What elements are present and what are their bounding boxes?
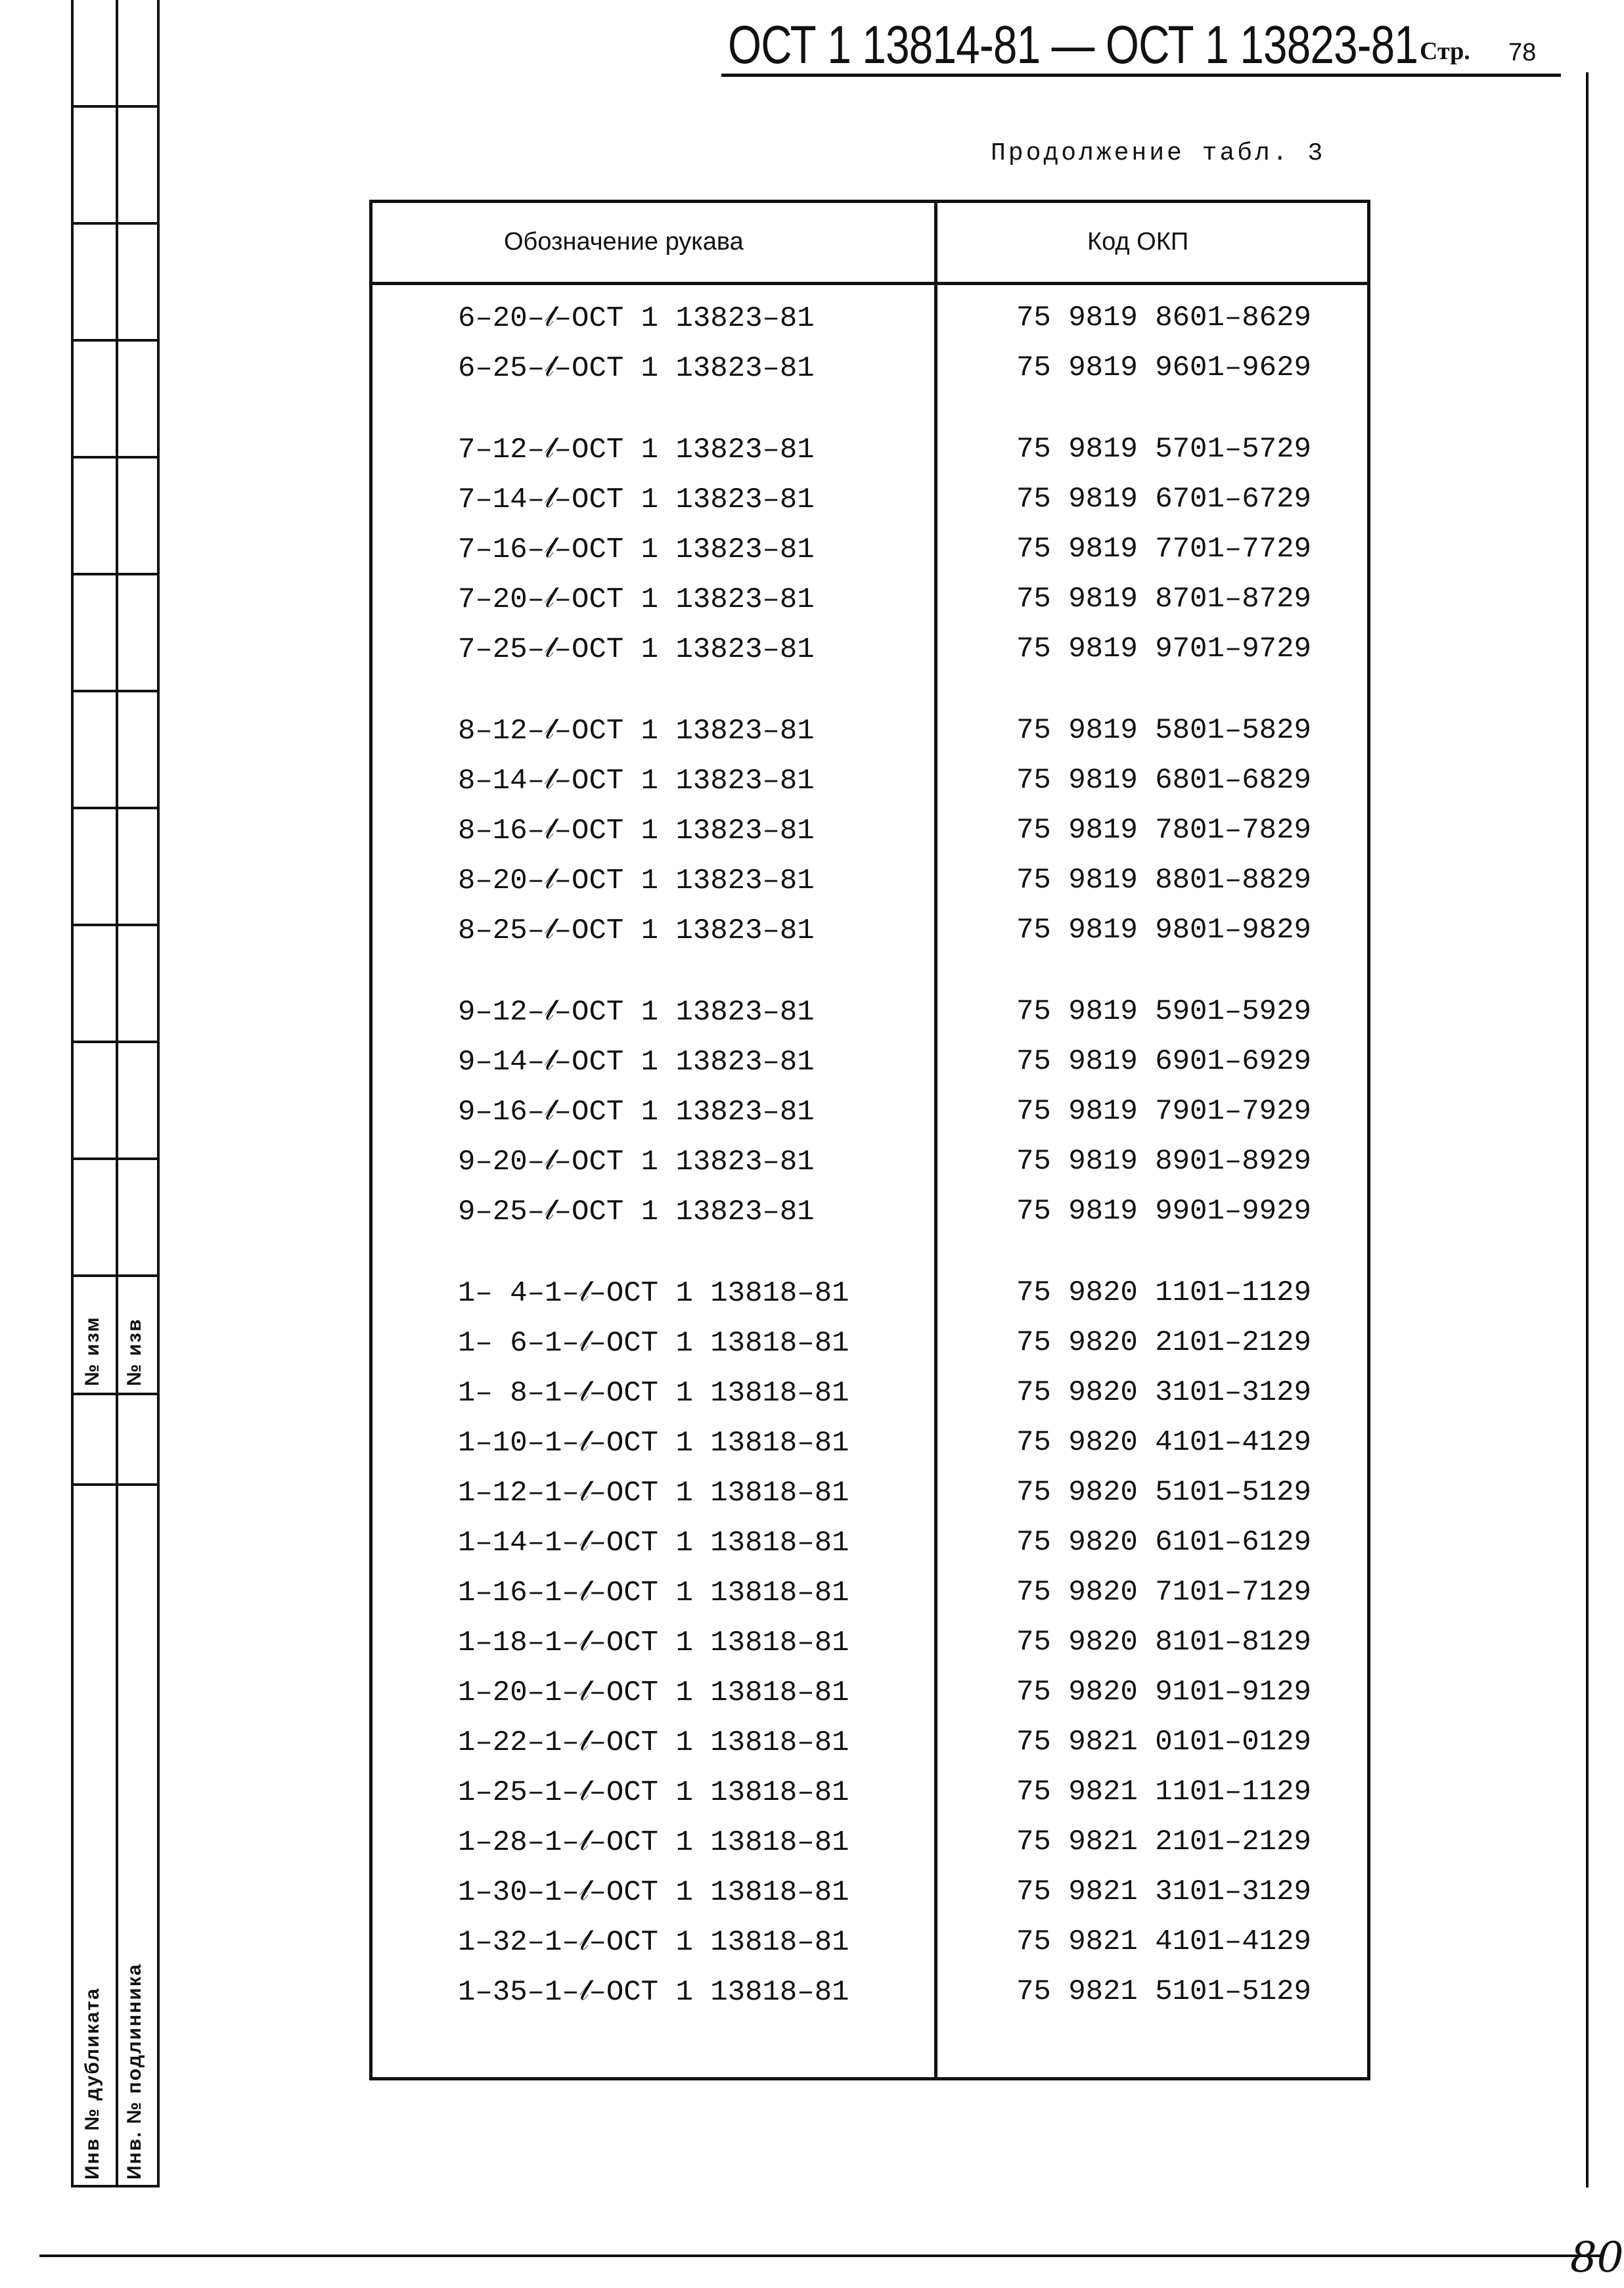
margin-line	[74, 1157, 157, 1160]
cell-okp-code: 75 9821 1101–1129	[1016, 1776, 1311, 1808]
cell-designation: 9–25–𝓁–ОСТ 1 13823–81	[458, 1196, 815, 1228]
margin-line	[74, 456, 157, 459]
column-header-designation: Обозначение рукава	[504, 228, 744, 256]
cell-okp-code: 75 9821 4101–4129	[1016, 1925, 1311, 1958]
cell-designation: 6–20–𝓁–ОСТ 1 13823–81	[458, 302, 815, 335]
cell-designation: 7–25–𝓁–ОСТ 1 13823–81	[458, 633, 815, 666]
cell-okp-code: 75 9820 8101–8129	[1016, 1626, 1311, 1659]
cell-designation: 1–14–1–𝓁–ОСТ 1 13818–81	[458, 1527, 849, 1559]
table-row	[372, 1975, 1367, 2021]
table-row	[372, 1276, 1367, 1322]
margin-label-original-inv: Инв. № подлинника	[124, 1963, 145, 2180]
table-row	[372, 533, 1367, 579]
cell-designation: 1– 8–1–𝓁–ОСТ 1 13818–81	[458, 1377, 849, 1410]
cell-designation: 1– 4–1–𝓁–ОСТ 1 13818–81	[458, 1277, 849, 1310]
cell-okp-code: 75 9819 5801–5829	[1016, 714, 1311, 747]
cell-designation: 9–14–𝓁–ОСТ 1 13823–81	[458, 1046, 815, 1079]
margin-line	[74, 690, 157, 692]
margin-label-duplicate-inv: Инв № дубликата	[81, 1987, 103, 2180]
cell-designation: 1–22–1–𝓁–ОСТ 1 13818–81	[458, 1726, 849, 1759]
cell-designation: 1–25–1–𝓁–ОСТ 1 13818–81	[458, 1776, 849, 1809]
margin-line	[74, 807, 157, 809]
cell-okp-code: 75 9819 8601–8629	[1016, 302, 1311, 334]
cell-okp-code: 75 9819 6801–6829	[1016, 764, 1311, 797]
table-row	[372, 1676, 1367, 1722]
cell-designation: 8–14–𝓁–ОСТ 1 13823–81	[458, 765, 815, 797]
cell-okp-code: 75 9819 9801–9829	[1016, 914, 1311, 947]
cell-okp-code: 75 9819 8701–8729	[1016, 583, 1311, 616]
margin-label-notice-no: № изв	[124, 1318, 145, 1386]
margin-divider	[116, 0, 118, 2187]
cell-okp-code: 75 9820 5101–5129	[1016, 1476, 1311, 1509]
cell-okp-code: 75 9819 7901–7929	[1016, 1095, 1311, 1128]
cell-designation: 1–30–1–𝓁–ОСТ 1 13818–81	[458, 1876, 849, 1909]
margin-line	[74, 105, 157, 108]
table-row	[372, 995, 1367, 1041]
cell-okp-code: 75 9819 5901–5929	[1016, 995, 1311, 1028]
margin-line	[74, 1274, 157, 1277]
page-number: 78	[1508, 39, 1537, 66]
table-row	[372, 864, 1367, 910]
margin-line	[74, 339, 157, 342]
corner-number: 80	[1570, 2233, 1624, 2282]
cell-designation: 1–35–1–𝓁–ОСТ 1 13818–81	[458, 1976, 849, 2009]
table-row	[372, 1045, 1367, 1091]
cell-designation: 1– 6–1–𝓁–ОСТ 1 13818–81	[458, 1327, 849, 1360]
okp-code-table	[369, 200, 1370, 2080]
cell-designation: 1–18–1–𝓁–ОСТ 1 13818–81	[458, 1626, 849, 1659]
right-frame-line	[1586, 72, 1589, 2187]
cell-okp-code: 75 9821 3101–3129	[1016, 1875, 1311, 1908]
table-row	[372, 633, 1367, 679]
cell-designation: 8–12–𝓁–ОСТ 1 13823–81	[458, 715, 815, 748]
table-row	[372, 1776, 1367, 1822]
table-row	[372, 583, 1367, 629]
margin-line	[74, 573, 157, 575]
continuation-label: Продолжение табл. 3	[991, 139, 1326, 168]
table-row	[372, 1726, 1367, 1772]
left-margin-strip	[71, 0, 160, 2187]
cell-okp-code: 75 9820 6101–6129	[1016, 1526, 1311, 1559]
table-row	[372, 1875, 1367, 1921]
cell-designation: 9–12–𝓁–ОСТ 1 13823–81	[458, 996, 815, 1029]
table-row	[372, 1526, 1367, 1572]
cell-okp-code: 75 9821 2101–2129	[1016, 1826, 1311, 1858]
cell-designation: 1–10–1–𝓁–ОСТ 1 13818–81	[458, 1427, 849, 1460]
margin-line	[74, 1483, 157, 1486]
cell-okp-code: 75 9819 6901–6929	[1016, 1045, 1311, 1078]
cell-designation: 1–12–1–𝓁–ОСТ 1 13818–81	[458, 1477, 849, 1510]
cell-designation: 8–16–𝓁–ОСТ 1 13823–81	[458, 815, 815, 847]
cell-okp-code: 75 9819 7801–7829	[1016, 814, 1311, 847]
table-row	[372, 1476, 1367, 1522]
cell-okp-code: 75 9819 8901–8929	[1016, 1145, 1311, 1178]
margin-line	[74, 222, 157, 225]
cell-designation: 9–16–𝓁–ОСТ 1 13823–81	[458, 1096, 815, 1129]
table-row	[372, 351, 1367, 397]
table-row	[372, 764, 1367, 810]
cell-okp-code: 75 9820 3101–3129	[1016, 1376, 1311, 1409]
cell-okp-code: 75 9820 1101–1129	[1016, 1276, 1311, 1309]
cell-designation: 8–20–𝓁–ОСТ 1 13823–81	[458, 864, 815, 897]
margin-line	[74, 2185, 157, 2187]
table-row	[372, 433, 1367, 479]
margin-label-change-no: № изм	[81, 1316, 103, 1386]
table-row	[372, 302, 1367, 348]
column-header-okp-code: Код ОКП	[1087, 228, 1189, 256]
cell-designation: 1–20–1–𝓁–ОСТ 1 13818–81	[458, 1676, 849, 1709]
cell-okp-code: 75 9819 7701–7729	[1016, 533, 1311, 566]
margin-line	[74, 1041, 157, 1043]
page-header	[721, 14, 1561, 77]
cell-okp-code: 75 9820 4101–4129	[1016, 1426, 1311, 1459]
cell-designation: 1–32–1–𝓁–ОСТ 1 13818–81	[458, 1926, 849, 1959]
document-code: ОСТ 1 13814-81 — ОСТ 1 13823-81	[728, 15, 1418, 75]
cell-designation: 7–20–𝓁–ОСТ 1 13823–81	[458, 583, 815, 616]
bottom-frame-line	[39, 2254, 1603, 2257]
cell-designation: 7–14–𝓁–ОСТ 1 13823–81	[458, 483, 815, 516]
cell-designation: 6–25–𝓁–ОСТ 1 13823–81	[458, 352, 815, 385]
table-row	[372, 1426, 1367, 1472]
cell-designation: 1–16–1–𝓁–ОСТ 1 13818–81	[458, 1577, 849, 1609]
table-row	[372, 1576, 1367, 1622]
table-row	[372, 1826, 1367, 1872]
table-row	[372, 1326, 1367, 1372]
margin-line	[74, 1393, 157, 1395]
header-divider	[372, 282, 1367, 285]
table-row	[372, 1376, 1367, 1422]
table-row	[372, 1626, 1367, 1672]
cell-okp-code: 75 9819 8801–8829	[1016, 864, 1311, 897]
cell-designation: 7–12–𝓁–ОСТ 1 13823–81	[458, 434, 815, 466]
cell-designation: 9–20–𝓁–ОСТ 1 13823–81	[458, 1146, 815, 1178]
table-row	[372, 714, 1367, 760]
cell-okp-code: 75 9819 9701–9729	[1016, 633, 1311, 665]
table-row	[372, 1145, 1367, 1191]
cell-designation: 8–25–𝓁–ОСТ 1 13823–81	[458, 914, 815, 947]
table-row	[372, 814, 1367, 860]
cell-designation: 7–16–𝓁–ОСТ 1 13823–81	[458, 533, 815, 566]
table-row	[372, 483, 1367, 529]
page-label: Стр.	[1420, 37, 1470, 65]
cell-okp-code: 75 9819 5701–5729	[1016, 433, 1311, 466]
cell-okp-code: 75 9819 9601–9629	[1016, 351, 1311, 384]
table-row	[372, 1925, 1367, 1971]
cell-okp-code: 75 9820 9101–9129	[1016, 1676, 1311, 1709]
margin-line	[74, 924, 157, 926]
table-row	[372, 1095, 1367, 1141]
cell-okp-code: 75 9821 0101–0129	[1016, 1726, 1311, 1759]
cell-okp-code: 75 9821 5101–5129	[1016, 1975, 1311, 2008]
cell-okp-code: 75 9820 2101–2129	[1016, 1326, 1311, 1359]
cell-okp-code: 75 9819 9901–9929	[1016, 1195, 1311, 1228]
cell-okp-code: 75 9819 6701–6729	[1016, 483, 1311, 516]
table-row	[372, 1195, 1367, 1241]
cell-okp-code: 75 9820 7101–7129	[1016, 1576, 1311, 1609]
table-row	[372, 914, 1367, 960]
cell-designation: 1–28–1–𝓁–ОСТ 1 13818–81	[458, 1826, 849, 1859]
